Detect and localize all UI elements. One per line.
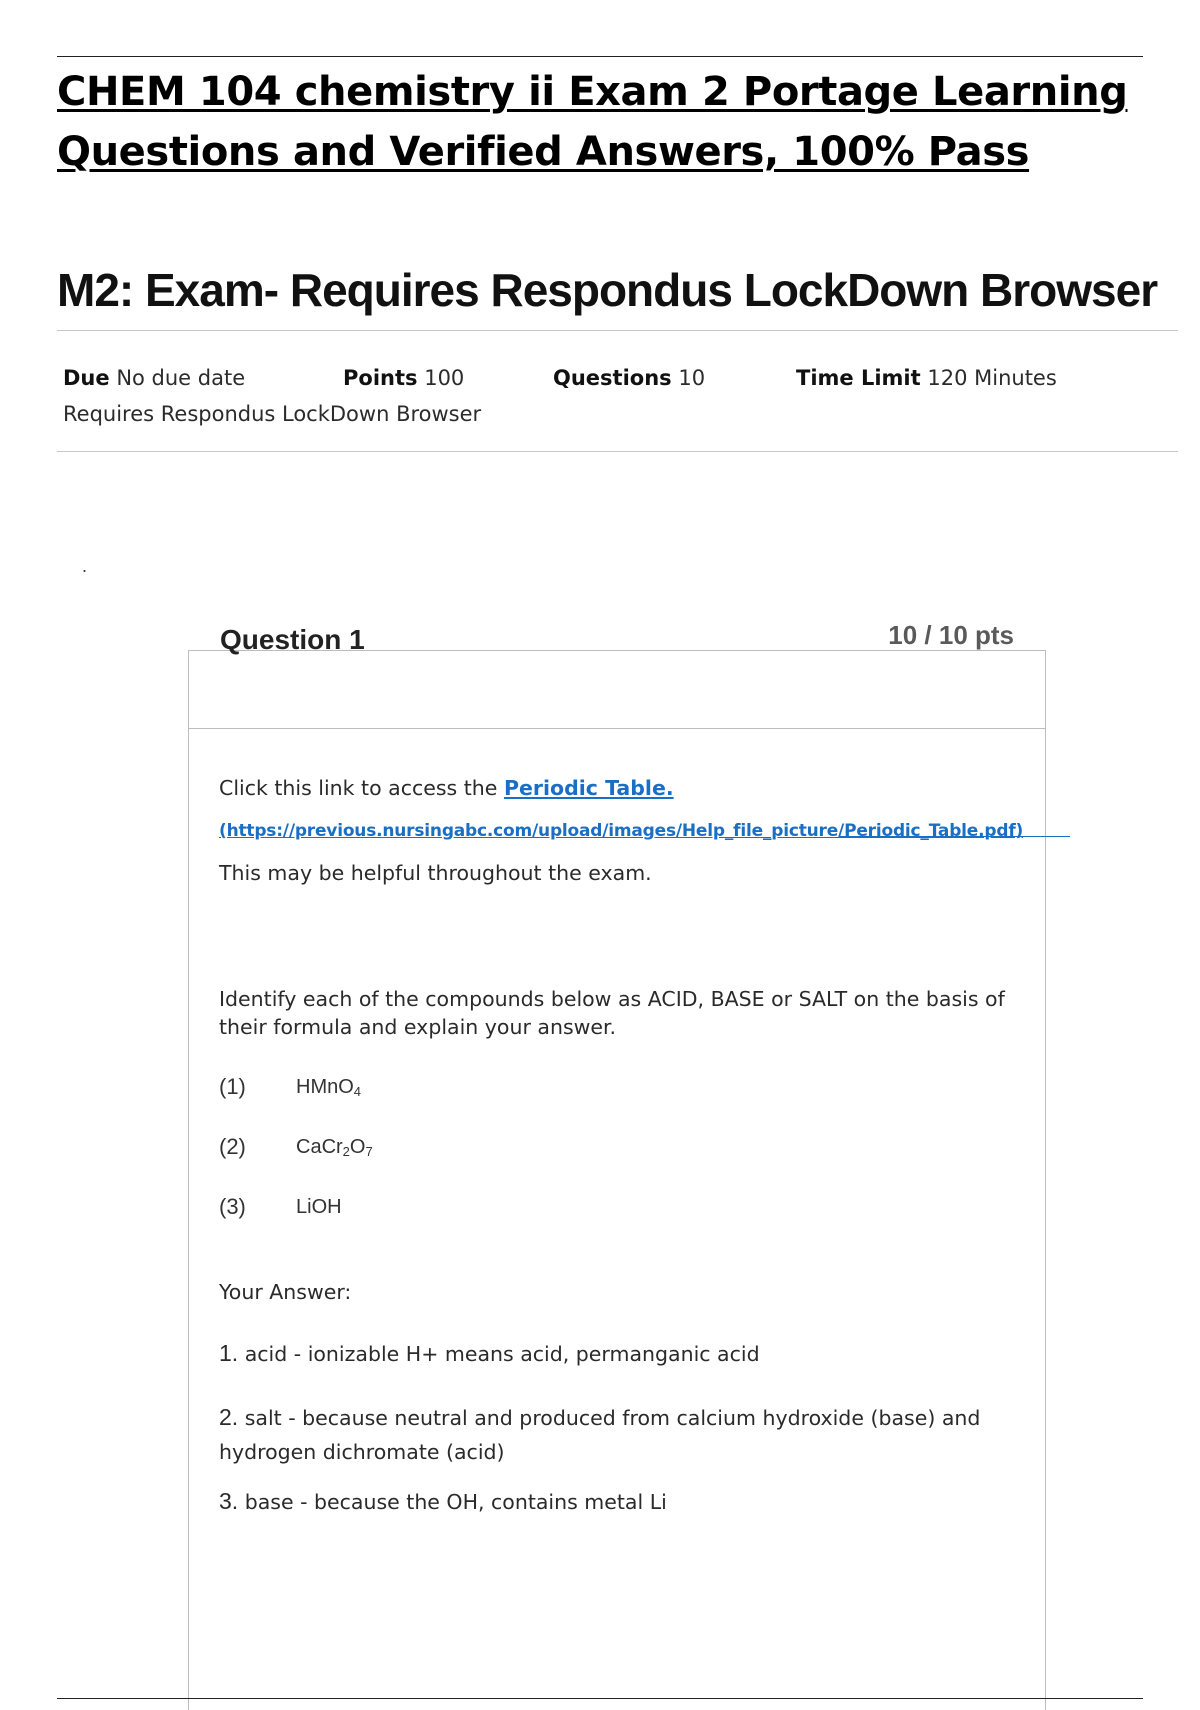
item-formula: LiOH <box>296 1196 342 1218</box>
document-title: CHEM 104 chemistry ii Exam 2 Portage Learning Questions and Verified Answers, 100% Pass <box>57 69 1128 175</box>
meta-points-value: 100 <box>424 366 465 390</box>
meta-requirement: Requires Respondus LockDown Browser <box>63 402 482 426</box>
meta-time-limit-label: Time Limit <box>796 366 921 390</box>
item-number: (1) <box>219 1074 246 1099</box>
meta-due <box>63 364 245 392</box>
meta-questions-label: Questions <box>553 366 672 390</box>
answer-item <box>219 1487 1019 1516</box>
answer-item <box>219 1339 1019 1368</box>
answer-text: salt - because neutral and produced from calcium hydroxide (base) and hydrogen dichromate (acid) <box>219 1406 981 1464</box>
item-formula: $CaCr_2O_7$ <box>296 1136 373 1159</box>
meta-questions <box>553 364 705 392</box>
question-prompt: Identify each of the compounds below as ACID, BASE or SALT on the basis of their formula and explain your answer. <box>219 987 1005 1039</box>
answer-text: base - because the OH, contains metal Li <box>244 1490 667 1514</box>
meta-points <box>343 364 464 392</box>
exam-header-divider <box>57 330 1178 331</box>
item-number: (2) <box>219 1134 246 1159</box>
answer-item <box>219 1400 1019 1469</box>
item-formula: HMnO$_4$ <box>296 1076 362 1099</box>
stray-dot: . <box>82 556 88 576</box>
bottom-divider <box>57 1698 1143 1699</box>
meta-questions-value: 10 <box>678 366 706 390</box>
url-underline-extension <box>840 836 1070 837</box>
link-intro: Click this link to access the <box>219 776 498 800</box>
question-card <box>188 650 1046 1710</box>
meta-due-value: No due date <box>116 366 246 390</box>
periodic-table-link[interactable]: Periodic Table. <box>503 776 674 800</box>
item-number: (3) <box>219 1194 246 1219</box>
meta-time-limit <box>796 364 1057 392</box>
meta-points-label: Points <box>343 366 418 390</box>
meta-divider <box>57 451 1178 452</box>
exam-title: M2: Exam- Requires Respondus LockDown Browser <box>57 264 1158 316</box>
answer-label: Your Answer: <box>219 1280 352 1304</box>
meta-due-label: Due <box>63 366 110 390</box>
helpful-note: This may be helpful throughout the exam. <box>219 861 652 885</box>
answer-number: 3. <box>219 1488 239 1514</box>
meta-time-limit-value: 120 Minutes <box>927 366 1057 390</box>
answer-number: 1. <box>219 1340 239 1366</box>
question-points: 10 / 10 pts <box>888 620 1014 650</box>
periodic-table-url[interactable]: (https://previous.nursingabc.com/upload/images/Help_file_picture/Periodic_Table.pdf) <box>219 821 1024 841</box>
question-title: Question 1 <box>220 624 365 655</box>
answer-number: 2. <box>219 1404 239 1430</box>
question-header-divider <box>188 728 1046 729</box>
answer-text: acid - ionizable H+ means acid, permanganic acid <box>244 1342 760 1366</box>
top-divider <box>57 56 1143 57</box>
periodic-table-line <box>219 774 674 802</box>
